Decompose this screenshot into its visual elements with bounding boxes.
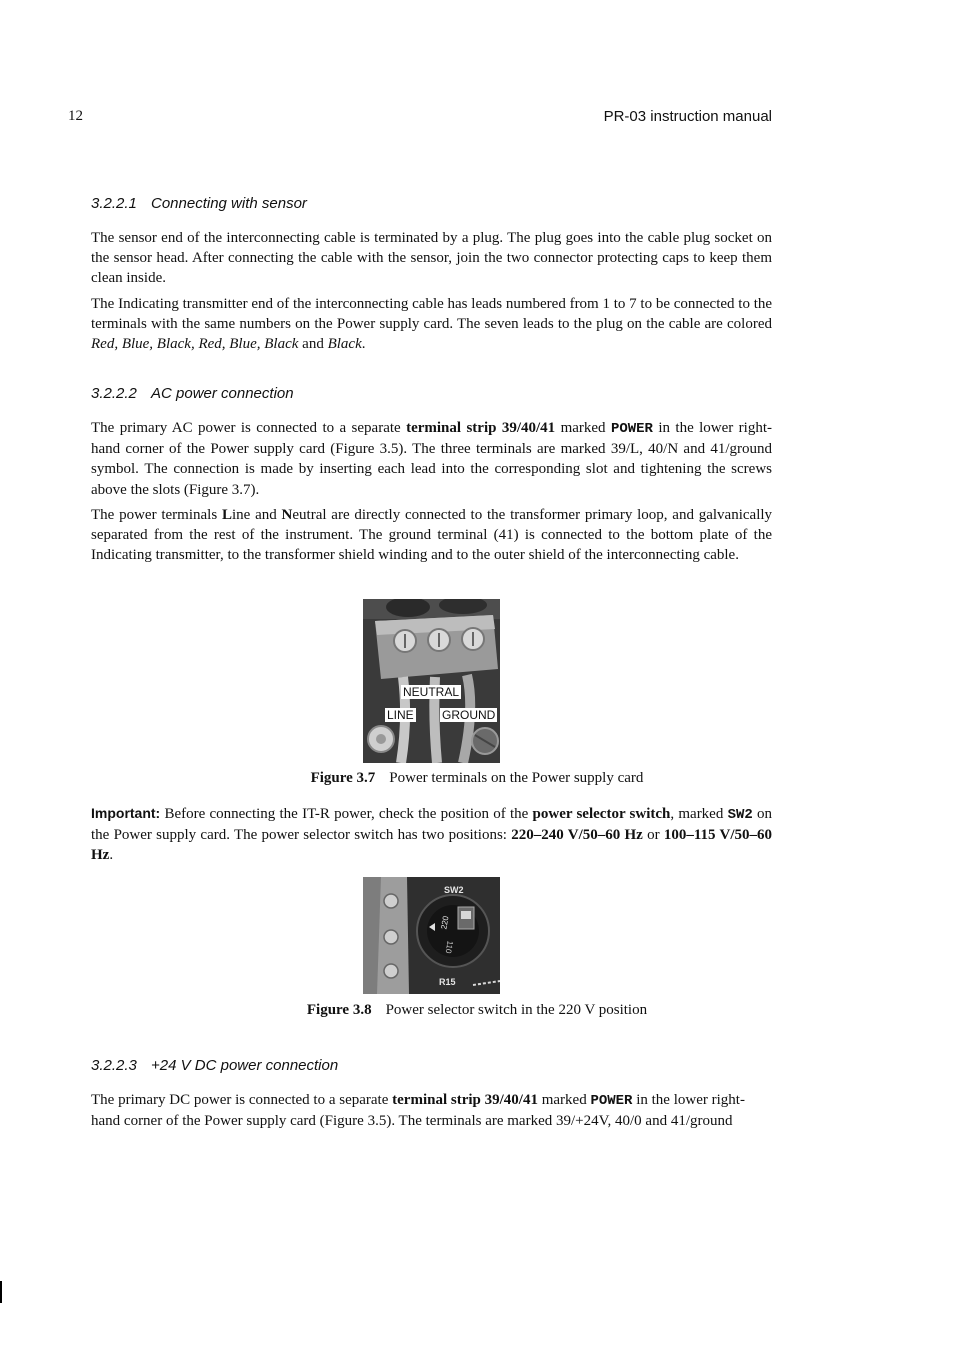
margin-change-bar (0, 1281, 2, 1303)
text-run: The primary AC power is connected to a separate (91, 420, 401, 436)
section-number: 3.2.2.2 (91, 385, 137, 402)
section-number: 3.2.2.1 (91, 195, 137, 212)
neutral-initial: N (281, 507, 293, 523)
section-title: +24 V DC power connection (151, 1057, 339, 1074)
voltage-220-240: 220–240 V/50–60 Hz (511, 827, 643, 844)
text-run: Before connecting the IT-R power, check the position of the (164, 806, 529, 822)
text-run: The primary DC power is connected to a separate (91, 1092, 389, 1108)
caption-label: Figure 3.8 (306, 1002, 372, 1018)
paragraph-dc-terminal-strip (91, 1090, 772, 1131)
text-run: The power terminals (91, 507, 218, 523)
paragraph-text: The Indicating transmitter end of the interconnecting cable has leads numbered from 1 to 7 to be connected to the terminals with the same numbers on the Power supply card. The seven leads to the plug on the cable are colored (91, 296, 773, 333)
text-run: in the lower right-hand corner of the Power supply card (Figure 3.5). The terminals are marked 39/+24V, 40/0 and 41/ground (91, 1092, 745, 1130)
color-list: Red, Blue, Black, Red, Blue, Black (91, 336, 299, 353)
figure-power-selector-switch (363, 877, 500, 994)
important-note (91, 803, 772, 866)
section-number: 3.2.2.3 (91, 1057, 137, 1074)
text-run: marked (560, 420, 606, 436)
power-terminals-photo (363, 599, 500, 763)
power-marking: POWER (610, 421, 653, 437)
line-initial: L (221, 507, 232, 523)
color-last: Black (327, 336, 362, 353)
terminal-strip-label: terminal strip 39/40/41 (406, 420, 556, 436)
paragraph-lead-colors: The Indicating transmitter end of the interconnecting cable has leads numbered from 1 to 7 to be connected to the terminals with the same numbers on the Power supply card. The seven leads to the plug on the cable are colored Red, Blue, Black, Red, Blue, Black and Black. (91, 296, 773, 353)
ground-label: GROUND (442, 708, 496, 722)
neutral-label: NEUTRAL (403, 685, 460, 699)
paragraph-sensor-plug: The sensor end of the interconnecting cable is terminated by a plug. The plug goes into the cable plug socket on the sensor head. After connecting the cable with the sensor, join the two connector protecting caps to keep them clean inside. (91, 230, 772, 287)
text-run: ine and (231, 507, 277, 523)
text-run: . (109, 847, 114, 864)
running-header-title: PR-03 instruction manual (603, 108, 772, 125)
power-selector-switch-label: power selector switch (532, 806, 671, 822)
figure-3-8-caption (0, 1002, 954, 1019)
figure-3-7-caption (0, 770, 954, 787)
caption-text: Power selector switch in the 220 V position (385, 1002, 648, 1018)
power-marking: POWER (590, 1093, 633, 1109)
section-heading-3-2-2-2 (91, 385, 294, 402)
r15-silkscreen: R15 (439, 977, 456, 987)
section-heading-3-2-2-3 (91, 1057, 338, 1074)
section-title: Connecting with sensor (151, 195, 307, 212)
text-run: in the lower right-hand corner of the Power supply card (Figure 3.5). The three terminals are marked 39/L, 40/N and 41/ground symbol. The connection is made by inserting each lead into the corresponding slot and tightening the screws above the slots (Figure 3.7). (91, 420, 772, 498)
label-110: 110 (443, 940, 455, 955)
terminal-strip-label: terminal strip 39/40/41 (392, 1092, 538, 1108)
section-heading-3-2-2-1 (91, 195, 307, 212)
figure-power-terminals (363, 599, 500, 763)
conjunction: and (302, 336, 324, 353)
sw2-silkscreen: SW2 (444, 885, 464, 895)
text-run: on the Power supply card. The power selector switch has two positions: (91, 806, 773, 844)
text-run: , marked (670, 806, 724, 822)
important-label: Important: (91, 805, 161, 821)
text-run: or (647, 827, 660, 844)
caption-text: Power terminals on the Power supply card (389, 770, 644, 786)
paragraph-ac-terminal-strip (91, 418, 772, 500)
label-220: 220 (439, 915, 451, 930)
voltage-100-115: 100–115 V/50–60 Hz (91, 827, 773, 864)
sw2-marking: SW2 (727, 807, 753, 823)
power-selector-switch-photo (363, 877, 500, 994)
section-title: AC power connection (151, 385, 294, 402)
caption-label: Figure 3.7 (310, 770, 376, 786)
line-label: LINE (387, 708, 414, 722)
page-number: 12 (68, 108, 83, 124)
text-run: eutral are directly connected to the transformer primary loop, and galvanically separated from the rest of the instrument. The ground terminal (41) is connected to the bottom plate of the Indicating transmitter, to the transformer shield winding and to the outer shield of the interconnecting cable. (91, 507, 773, 564)
text-run: marked (541, 1092, 587, 1108)
paragraph-power-terminals (91, 505, 772, 566)
